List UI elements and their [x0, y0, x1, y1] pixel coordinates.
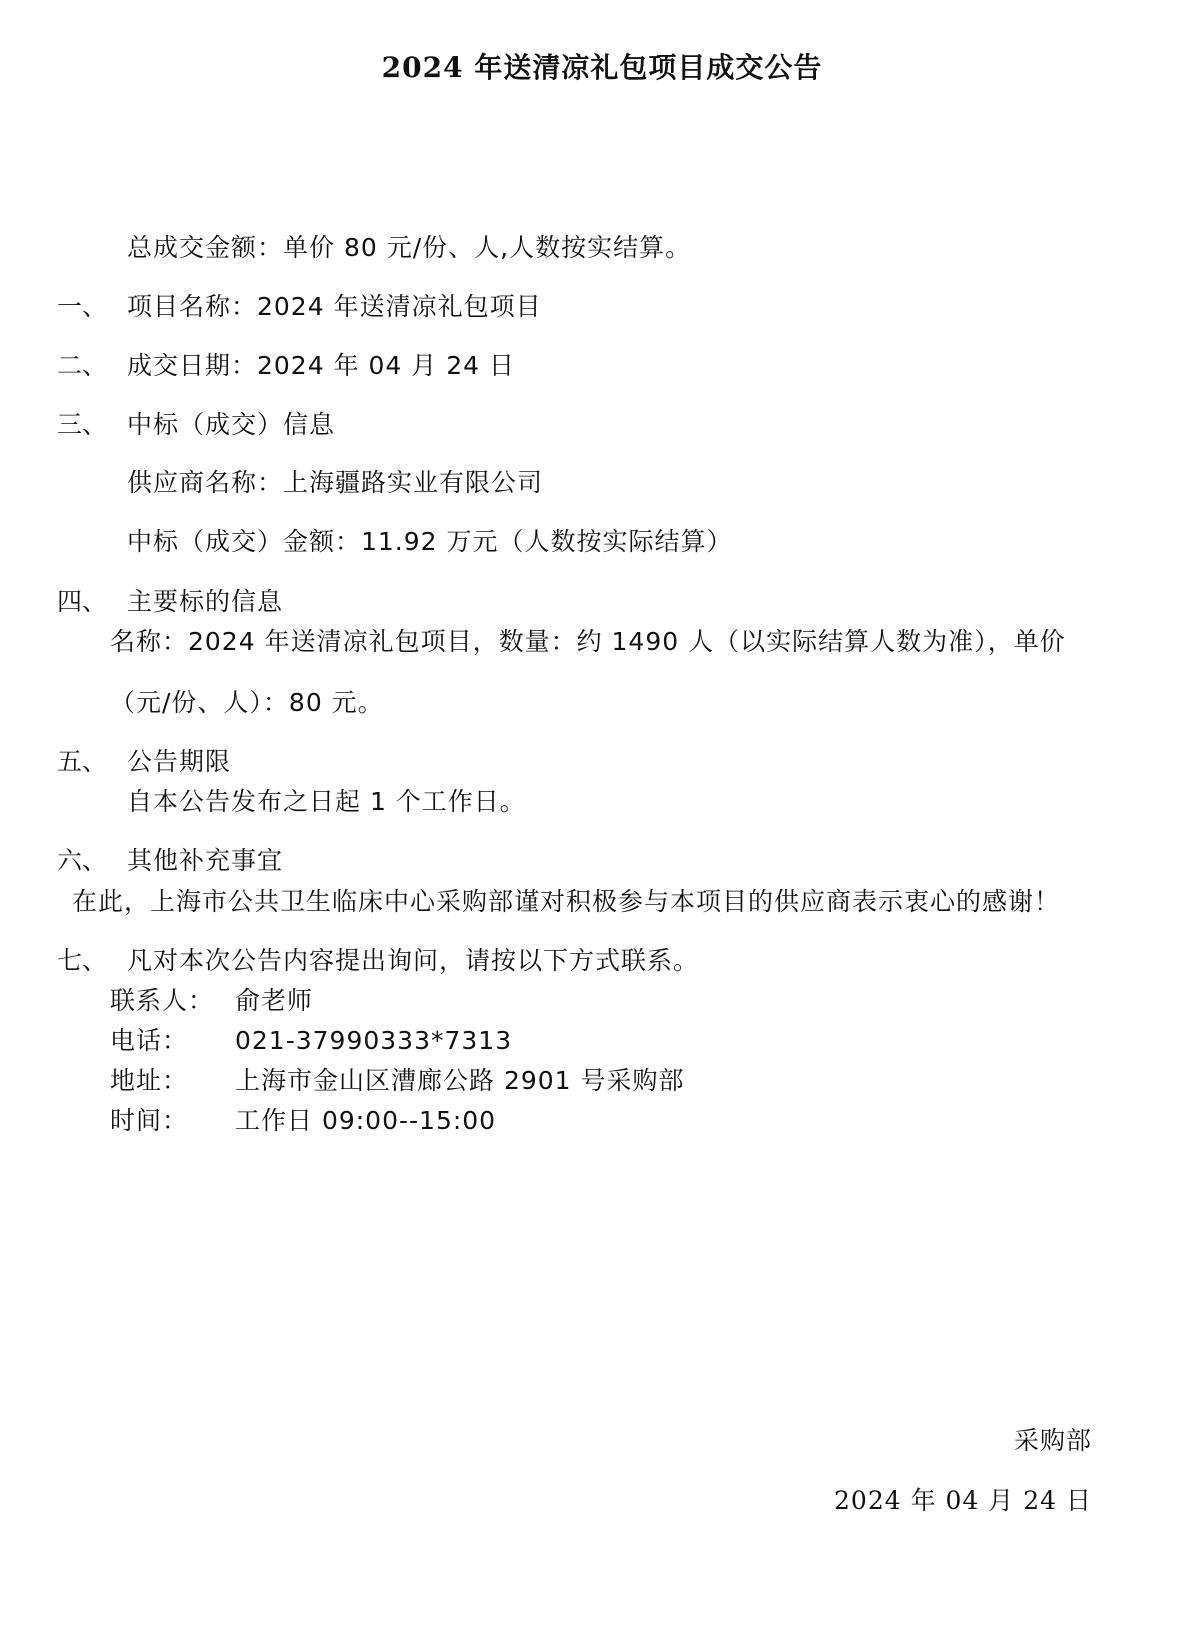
section-number: 五、	[57, 747, 108, 776]
contact-value: 021-37990333*7313	[235, 1026, 513, 1055]
signature-date: 2024 年 04 月 24 日	[834, 1486, 1092, 1515]
notice-period: 自本公告发布之日起 1 个工作日。	[127, 787, 526, 816]
item-info-line: 名称：2024 年送清凉礼包项目，数量：约 1490 人（以实际结算人数为准），单价	[110, 627, 1066, 656]
section-number: 二、	[57, 351, 108, 380]
section-number: 六、	[57, 846, 108, 875]
section-number: 一、	[57, 292, 108, 321]
supplier-name: 供应商名称：上海疆路实业有限公司	[127, 468, 544, 497]
section-heading: 其他补充事宜	[127, 846, 284, 875]
section-heading: 项目名称：2024 年送清凉礼包项目	[127, 292, 542, 321]
section-heading: 成交日期：2024 年 04 月 24 日	[127, 351, 515, 380]
contact-label: 地址：	[110, 1066, 189, 1095]
section-heading: 公告期限	[127, 747, 232, 776]
contact-label: 电话：	[110, 1026, 189, 1055]
contact-label: 联系人：	[110, 986, 215, 1015]
section-heading: 凡对本次公告内容提出询问，请按以下方式联系。	[127, 946, 700, 975]
total-amount: 总成交金额：单价 80 元/份、人,人数按实结算。	[127, 233, 692, 262]
section-number: 七、	[57, 946, 108, 975]
item-info-line: （元/份、人）：80 元。	[110, 688, 384, 717]
section-heading: 主要标的信息	[127, 587, 284, 616]
contact-value: 上海市金山区漕廊公路 2901 号采购部	[235, 1066, 685, 1095]
contact-label: 时间：	[110, 1106, 189, 1135]
section-number: 四、	[57, 587, 108, 616]
section-heading: 中标（成交）信息	[127, 410, 336, 439]
page-title: 2024 年送清凉礼包项目成交公告	[381, 51, 823, 84]
contact-value: 工作日 09:00--15:00	[235, 1106, 497, 1135]
signature-department: 采购部	[1013, 1426, 1092, 1455]
contact-value: 俞老师	[235, 986, 314, 1015]
award-amount: 中标（成交）金额：11.92 万元（人数按实际结算）	[127, 527, 733, 556]
section-number: 三、	[57, 410, 108, 439]
thanks-text: 在此，上海市公共卫生临床中心采购部谨对积极参与本项目的供应商表示衷心的感谢！	[72, 887, 1061, 916]
